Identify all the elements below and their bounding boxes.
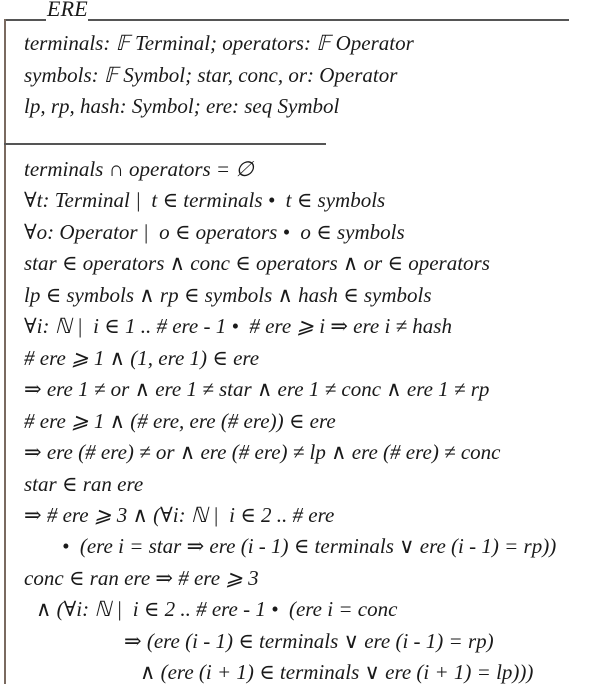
declaration-line: lp, rp, hash: Symbol; ere: seq Symbol <box>24 94 340 118</box>
predicate-line: ⇒ # ere ⩾ 3 ∧ (∀i: ℕ | i ∈ 2 .. # ere <box>24 503 335 527</box>
predicate-line: ∀o: Operator | o ∈ operators • o ∈ symbols <box>24 220 405 244</box>
predicate-line: ∧ (ere (i + 1) ∈ terminals ∨ ere (i + 1) = lp))) <box>140 660 534 684</box>
predicate-line: star ∈ operators ∧ conc ∈ operators ∧ or ∈ operators <box>24 251 490 275</box>
predicate-line: # ere ⩾ 1 ∧ (# ere, ere (# ere)) ∈ ere <box>24 409 336 433</box>
schema-top-rule <box>4 19 569 21</box>
predicate-line: ∧ (∀i: ℕ | i ∈ 2 .. # ere - 1 • (ere i = conc <box>36 597 398 621</box>
predicate-line: terminals ∩ operators = ∅ <box>24 157 254 181</box>
predicate-line: star ∈ ran ere <box>24 472 144 496</box>
predicate-line: ∀t: Terminal | t ∈ terminals • t ∈ symbols <box>24 188 386 212</box>
predicate-line: conc ∈ ran ere ⇒ # ere ⩾ 3 <box>24 566 259 590</box>
schema-title: ERE <box>47 0 88 21</box>
declaration-line: symbols: 𝔽 Symbol; star, conc, or: Operator <box>24 63 398 87</box>
schema-divider-rule <box>4 143 326 145</box>
schema-top-rule-left <box>4 19 46 21</box>
predicate-line: ⇒ ere (# ere) ≠ or ∧ ere (# ere) ≠ lp ∧ ere (# ere) ≠ conc <box>24 440 501 464</box>
schema-left-rule <box>4 19 6 684</box>
predicate-line: lp ∈ symbols ∧ rp ∈ symbols ∧ hash ∈ symbols <box>24 283 432 307</box>
predicate-line: ⇒ (ere (i - 1) ∈ terminals ∨ ere (i - 1) = rp) <box>124 629 494 653</box>
predicate-line: ⇒ ere 1 ≠ or ∧ ere 1 ≠ star ∧ ere 1 ≠ conc ∧ ere 1 ≠ rp <box>24 377 490 401</box>
predicate-line: # ere ⩾ 1 ∧ (1, ere 1) ∈ ere <box>24 346 260 370</box>
predicate-line: ∀i: ℕ | i ∈ 1 .. # ere - 1 • # ere ⩾ i ⇒ ere i ≠ hash <box>24 314 452 338</box>
declaration-line: terminals: 𝔽 Terminal; operators: 𝔽 Operator <box>24 31 414 55</box>
predicate-line: • (ere i = star ⇒ ere (i - 1) ∈ terminals ∨ ere (i - 1) = rp)) <box>62 534 557 558</box>
